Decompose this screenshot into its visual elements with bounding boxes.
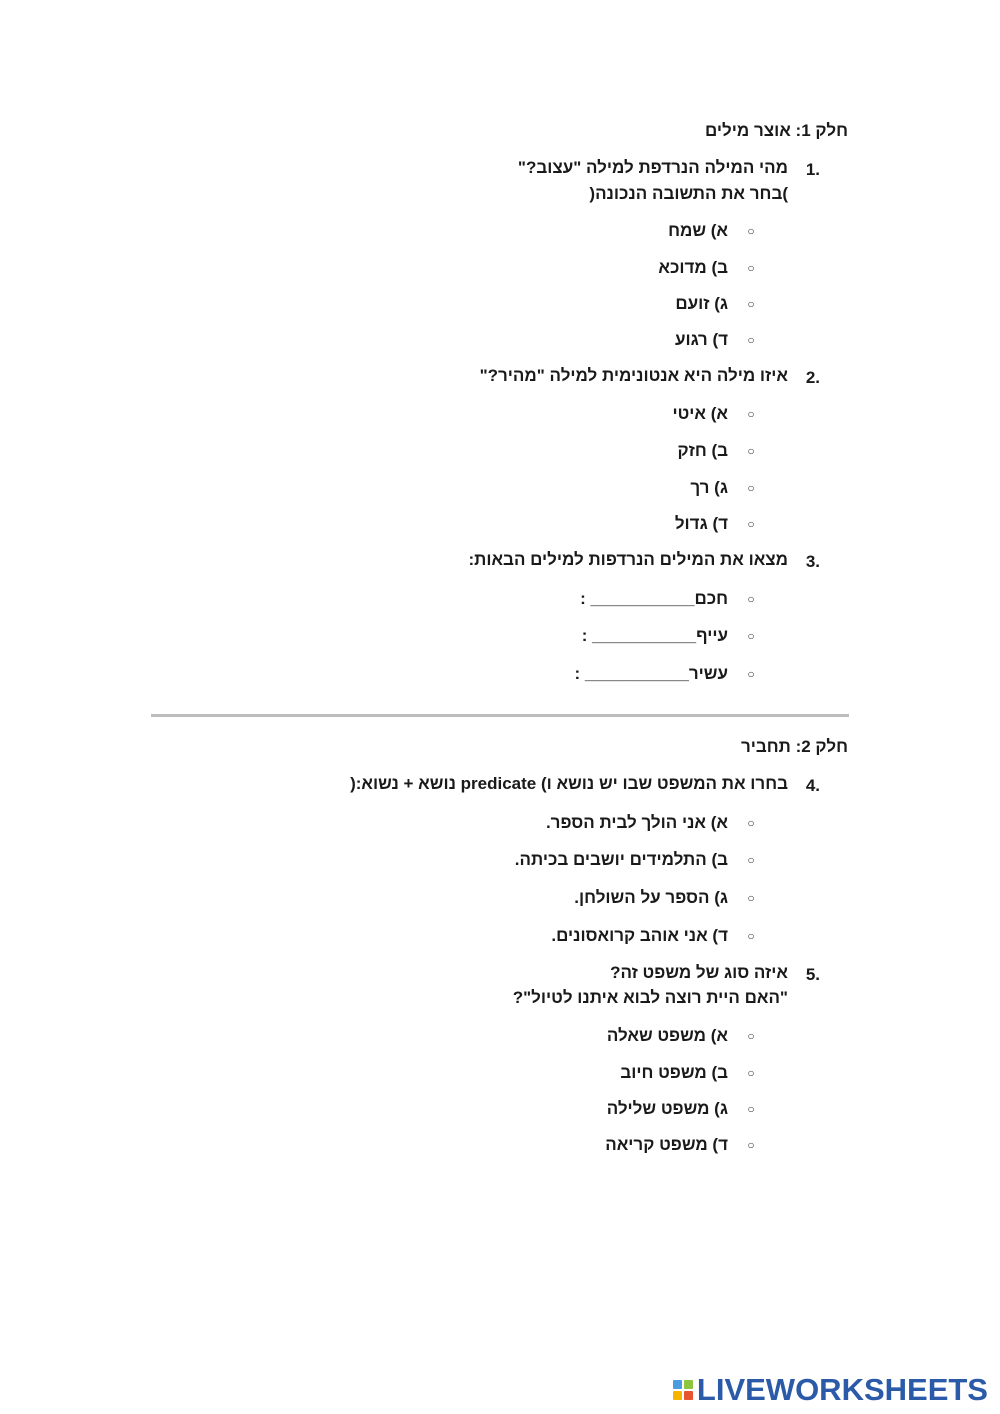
q2-option-c[interactable] bbox=[690, 476, 758, 500]
radio-bullet-icon: ○ bbox=[747, 816, 755, 830]
section-divider bbox=[151, 714, 849, 717]
question-4-text: בחרו את המשפט שבו יש נושא ו) predicate נושא + נשוא:( bbox=[350, 774, 788, 793]
liveworksheets-logo-icon bbox=[673, 1380, 693, 1400]
q2-option-b[interactable] bbox=[678, 439, 759, 463]
option-label: ב) חזק bbox=[677, 441, 728, 460]
option-label: ג) זועם bbox=[675, 294, 728, 313]
q5-option-a[interactable] bbox=[607, 1024, 758, 1048]
q5-option-d[interactable] bbox=[605, 1133, 758, 1157]
option-label: א) אני הולך לבית הספר. bbox=[545, 813, 728, 832]
option-label: ג) הספר על השולחן. bbox=[574, 888, 728, 907]
q3-item-3[interactable] bbox=[574, 662, 758, 686]
question-5-quote: "האם היית רוצה לבוא איתנו לטיול"? bbox=[512, 988, 788, 1007]
fill-in-blank[interactable]: עייף___________ : bbox=[581, 626, 728, 645]
option-label: ב) מדוכא bbox=[658, 258, 728, 277]
liveworksheets-logo[interactable] bbox=[673, 1372, 988, 1408]
radio-bullet-icon: ○ bbox=[747, 1102, 755, 1116]
option-label: א) שמח bbox=[668, 221, 728, 240]
radio-bullet-icon: ○ bbox=[747, 592, 755, 606]
question-2-text: איזו מילה היא אנטונימית למילה "מהיר?" bbox=[479, 366, 788, 385]
question-5-text: איזה סוג של משפט זה? bbox=[610, 963, 788, 982]
option-label: ב) התלמידים יושבים בכיתה. bbox=[514, 850, 728, 869]
q1-option-a[interactable] bbox=[668, 219, 758, 243]
option-label: ג) משפט שלילה bbox=[606, 1099, 728, 1118]
q2-option-a[interactable] bbox=[672, 402, 758, 426]
q4-option-b[interactable] bbox=[515, 848, 758, 872]
option-label: ב) משפט חיוב bbox=[620, 1063, 728, 1082]
q1-option-b[interactable] bbox=[658, 256, 758, 280]
option-label: ד) רגוע bbox=[674, 330, 728, 349]
q5-option-c[interactable] bbox=[607, 1097, 758, 1121]
logo-square bbox=[684, 1391, 693, 1400]
question-3-text: מצאו את המילים הנרדפות למילים הבאות: bbox=[468, 550, 788, 569]
part1-title: חלק 1: אוצר מילים bbox=[705, 121, 848, 140]
option-label: ד) משפט קריאה bbox=[605, 1135, 728, 1154]
radio-bullet-icon: ○ bbox=[747, 929, 755, 943]
radio-bullet-icon: ○ bbox=[747, 444, 755, 458]
radio-bullet-icon: ○ bbox=[747, 261, 755, 275]
radio-bullet-icon: ○ bbox=[747, 407, 755, 421]
option-label: א) איטי bbox=[672, 404, 728, 423]
logo-square bbox=[673, 1391, 682, 1400]
q2-option-d[interactable] bbox=[675, 512, 758, 536]
radio-bullet-icon: ○ bbox=[747, 333, 755, 347]
q4-option-c[interactable] bbox=[574, 886, 758, 910]
radio-bullet-icon: ○ bbox=[747, 517, 755, 531]
option-label: ד) אני אוהב קרואסונים. bbox=[551, 926, 728, 945]
radio-bullet-icon: ○ bbox=[747, 853, 755, 867]
fill-in-blank[interactable]: עשיר___________ : bbox=[574, 664, 728, 683]
question-4-number: 4. bbox=[805, 776, 820, 795]
q1-option-d[interactable] bbox=[675, 328, 758, 352]
question-2-number: 2. bbox=[805, 368, 820, 387]
question-3-number: 3. bbox=[805, 552, 820, 571]
q1-option-c[interactable] bbox=[675, 292, 758, 316]
radio-bullet-icon: ○ bbox=[747, 224, 755, 238]
question-1-text: מהי המילה הנרדפת למילה "עצוב?" bbox=[517, 158, 788, 177]
question-5-number: 5. bbox=[805, 965, 820, 984]
logo-square bbox=[673, 1380, 682, 1389]
q3-item-2[interactable] bbox=[582, 624, 758, 648]
q4-option-a[interactable] bbox=[546, 811, 758, 835]
q5-option-b[interactable] bbox=[620, 1061, 758, 1085]
radio-bullet-icon: ○ bbox=[747, 1066, 755, 1080]
question-1-instruction: )בחר את התשובה הנכונה( bbox=[589, 184, 788, 203]
radio-bullet-icon: ○ bbox=[747, 629, 755, 643]
option-label: א) משפט שאלה bbox=[606, 1026, 728, 1045]
q4-option-d[interactable] bbox=[551, 924, 758, 948]
fill-in-blank[interactable]: חכם___________ : bbox=[580, 589, 728, 608]
radio-bullet-icon: ○ bbox=[747, 297, 755, 311]
radio-bullet-icon: ○ bbox=[747, 667, 755, 681]
q3-item-1[interactable] bbox=[580, 587, 758, 611]
option-label: ד) גדול bbox=[674, 514, 728, 533]
radio-bullet-icon: ○ bbox=[747, 891, 755, 905]
radio-bullet-icon: ○ bbox=[747, 481, 755, 495]
logo-square bbox=[684, 1380, 693, 1389]
part2-title: חלק 2: תחביר bbox=[740, 737, 848, 756]
logo-text: LIVEWORKSHEETS bbox=[696, 1372, 988, 1407]
radio-bullet-icon: ○ bbox=[747, 1138, 755, 1152]
question-1-number: 1. bbox=[805, 160, 820, 179]
option-label: ג) רך bbox=[690, 478, 728, 497]
radio-bullet-icon: ○ bbox=[747, 1029, 755, 1043]
